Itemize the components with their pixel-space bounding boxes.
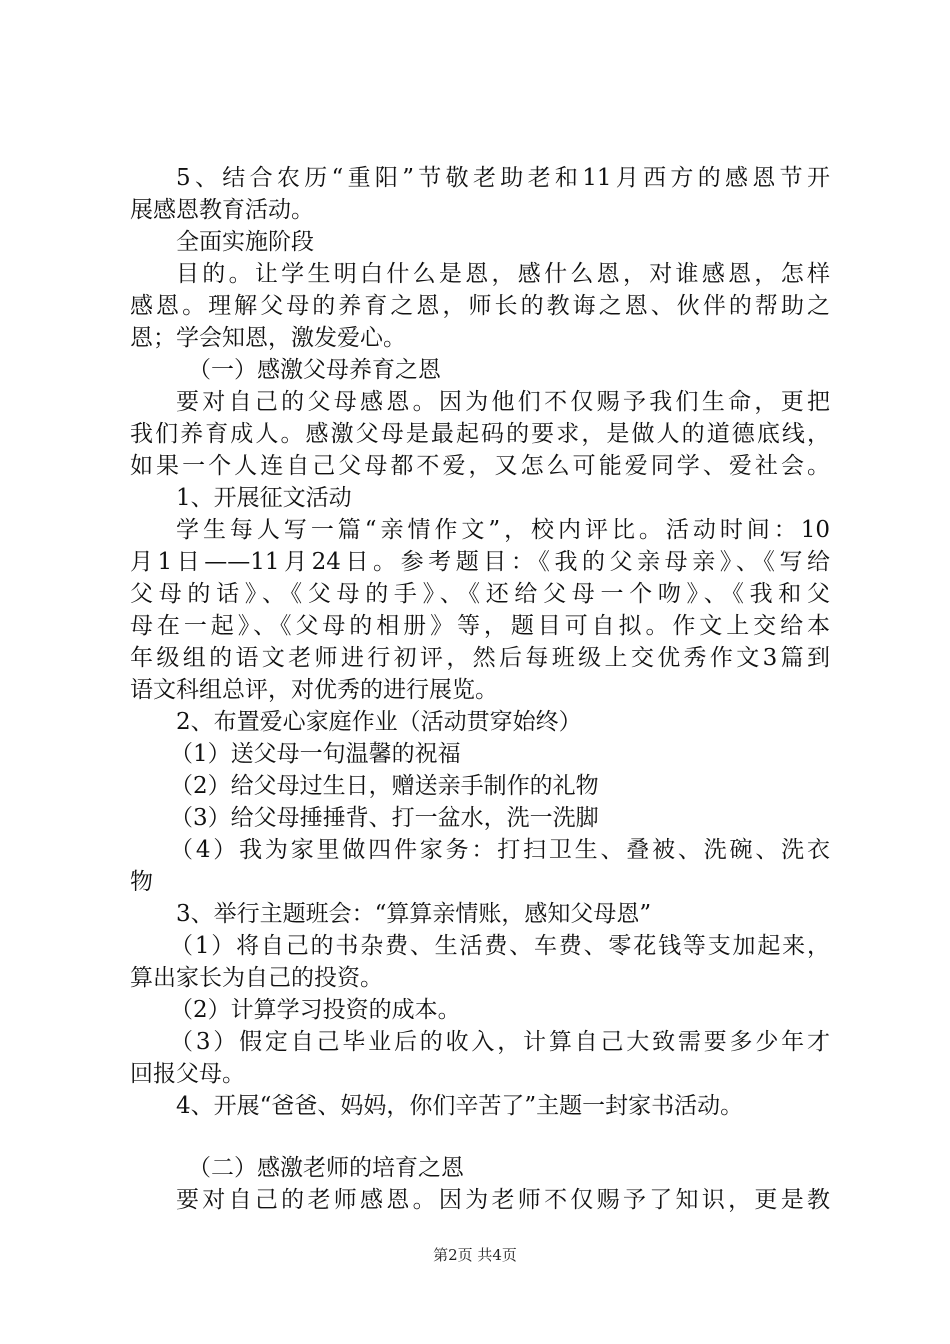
paragraph-line: 月1日——11月24日。参考题目：《我的父亲母亲》、《写给: [130, 549, 830, 575]
section-heading: （一）感激父母养育之恩: [188, 357, 441, 383]
paragraph-line: 要对自己的父母感恩。因为他们不仅赐予我们生命，更把: [176, 389, 830, 415]
list-item: （2）计算学习投资的成本。: [170, 997, 461, 1023]
paragraph-line: 我们养育成人。感激父母是最起码的要求，是做人的道德底线，: [130, 421, 830, 447]
paragraph-line: 感恩。理解父母的养育之恩，师长的教诲之恩、伙伴的帮助之: [130, 293, 830, 319]
paragraph-line: 年级组的语文老师进行初评，然后每班级上交优秀作文3篇到: [130, 645, 830, 671]
document-body: [130, 162, 830, 1216]
paragraph-line: 展感恩教育活动。: [130, 197, 314, 223]
blank-line: [130, 1122, 830, 1152]
paragraph-line: 要对自己的老师感恩。因为老师不仅赐予了知识，更是教: [176, 1187, 830, 1213]
paragraph-line: 恩；学会知恩，激发爱心。: [130, 325, 406, 351]
section-heading: 1、开展征文活动: [176, 485, 352, 511]
section-heading: （二）感激老师的培育之恩: [188, 1155, 464, 1181]
list-item: （3）给父母捶捶背、打一盆水，洗一洗脚: [170, 805, 599, 831]
list-item: （4）我为家里做四件家务：打扫卫生、叠被、洗碗、洗衣: [170, 837, 830, 863]
section-heading: 4、开展“爸爸、妈妈，你们辛苦了”主题一封家书活动。: [176, 1093, 744, 1119]
paragraph-line: 目的。让学生明白什么是恩，感什么恩，对谁感恩，怎样: [176, 261, 830, 287]
paragraph-line: 回报父母。: [130, 1061, 245, 1087]
section-heading: 全面实施阶段: [176, 229, 314, 255]
paragraph-line: 5、结合农历“重阳”节敬老助老和11月西方的感恩节开: [176, 165, 830, 191]
list-item: （1）将自己的书杂费、生活费、车费、零花钱等支加起来，: [170, 933, 830, 959]
page-number-footer: 第2页 共4页: [433, 1246, 517, 1264]
paragraph-line: 学生每人写一篇“亲情作文”，校内评比。活动时间：10: [176, 517, 830, 543]
paragraph-line: 父母的话》、《父母的手》、《还给父母一个吻》、《我和父: [130, 581, 830, 607]
paragraph-line: 如果一个人连自己父母都不爱，又怎么可能爱同学、爱社会。: [130, 453, 830, 479]
paragraph-line: 物: [130, 869, 153, 895]
list-item: （2）给父母过生日，赠送亲手制作的礼物: [170, 773, 599, 799]
paragraph-line: 语文科组总评，对优秀的进行展览。: [130, 677, 498, 703]
section-heading: 2、布置爱心家庭作业（活动贯穿始终）: [176, 709, 582, 735]
paragraph-line: 算出家长为自己的投资。: [130, 965, 383, 991]
list-item: （3）假定自己毕业后的收入，计算自己大致需要多少年才: [170, 1029, 830, 1055]
paragraph-line: 母在一起》、《父母的相册》等，题目可自拟。作文上交给本: [130, 613, 830, 639]
list-item: （1）送父母一句温馨的祝福: [170, 741, 461, 767]
section-heading: 3、举行主题班会：“算算亲情账，感知父母恩”: [176, 901, 652, 927]
